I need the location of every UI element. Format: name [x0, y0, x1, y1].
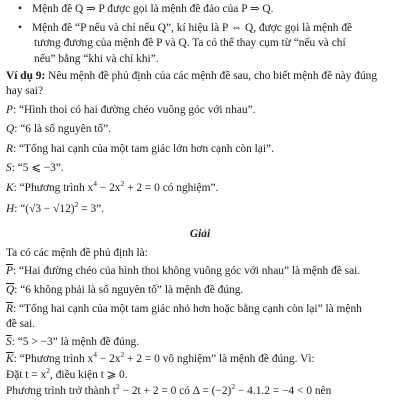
statement-symbol: R — [6, 143, 13, 156]
bullet-item — [18, 2, 394, 17]
step-text: Đặt t = x — [6, 369, 47, 382]
bullet-text: Mệnh đề Q ⇒ P được gọi là mệnh đề đảo của P ⇒ Q. — [32, 2, 274, 15]
solution-intro: Ta có các mệnh đề phủ định là: — [6, 247, 148, 260]
exponent: 4 — [93, 350, 97, 360]
exponent: 2 — [74, 200, 79, 210]
statement-text: = 3”. — [78, 203, 105, 216]
statement-h — [6, 202, 394, 217]
statement-text: : “Hình thoi có hai đường chéo vuông góc với nhau”. — [12, 104, 256, 117]
statement-s — [6, 161, 394, 176]
bullet-icon: • — [18, 2, 22, 15]
exponent: 2 — [231, 381, 236, 391]
example-prompt-line1: Nêu mệnh đề phủ định của các mệnh đề sau, cho biết mệnh đề này đúng — [45, 69, 378, 82]
statement-text: : “Tổng hai cạnh của một tam giác lớn hơn cạnh còn lại”. — [12, 143, 274, 156]
negation-k — [6, 352, 394, 367]
statement-text: : “(√3 − √12) — [14, 203, 75, 216]
statement-text: : “Phương trình x — [13, 182, 94, 195]
statement-text: : “5 ⩽ −3”. — [11, 162, 64, 175]
statement-symbol: P — [6, 104, 13, 117]
exponent: 2 — [120, 179, 125, 189]
solution-step-substitution — [6, 368, 394, 383]
statement-text: + 2 = 0 có nghiệm”. — [124, 182, 219, 195]
negation-p — [6, 264, 394, 279]
statement-p — [6, 103, 394, 118]
example-prompt — [6, 69, 394, 84]
statement-symbol: H — [6, 203, 15, 216]
statement-symbol: S — [6, 162, 12, 175]
negation-symbol: $\overline{P}$ — [6, 265, 13, 278]
step-text: − 2t + 2 = 0 có Δ = (−2) — [119, 384, 232, 397]
example-prompt-line2: hay sai? — [6, 84, 44, 97]
bullet-text-line1: Mệnh đề “P nếu và chỉ nếu Q”, kí hiệu là P ⇔ Q, được gọi là mệnh đề — [32, 21, 353, 34]
statement-r — [6, 142, 394, 157]
statement-k — [6, 181, 394, 196]
exponent: 2 — [120, 350, 125, 360]
negation-text: : “Tổng hai cạnh của một tam giác nhỏ hơn hoặc bằng cạnh còn lại” là mệnh — [12, 302, 362, 315]
negation-text: − 2x — [96, 353, 121, 366]
negation-text: : “6 không phải là số nguyên tố” là mệnh đề đúng. — [14, 283, 244, 296]
statement-q — [6, 122, 394, 137]
negation-text: : “Hai đường chéo của hình thoi không vuông góc với nhau” là mệnh đề sai. — [12, 265, 361, 278]
step-text: − 4.1.2 = −4 < 0 nên — [235, 384, 332, 397]
bullet-text-line3: nếu” bằng “khi và chỉ khi”. — [34, 52, 159, 65]
negation-text: : “5 > −3” là mệnh đề đúng. — [11, 336, 140, 348]
example-label: Ví dụ 9: — [6, 69, 46, 82]
exponent: 4 — [93, 179, 97, 189]
negation-text: : “Phương trình x — [13, 353, 94, 366]
step-text: Phương trình trở thành t — [6, 384, 116, 397]
bullet-icon: • — [18, 21, 22, 34]
statement-symbol: Q — [6, 123, 15, 136]
solution-step-equation — [6, 381, 394, 399]
step-text: , điều kiện t ⩾ 0. — [50, 369, 128, 382]
negation-s — [6, 335, 394, 350]
negation-q — [6, 283, 394, 298]
negation-r-continued: đề sai. — [6, 317, 36, 330]
exponent: 2 — [46, 366, 51, 376]
statement-text: : “6 là số nguyên tố”. — [14, 123, 112, 136]
negation-symbol: $\overline{R}$ — [6, 302, 13, 315]
negation-symbol: $\overline{K}$ — [6, 353, 14, 366]
exponent: 2 — [115, 381, 120, 391]
statement-text: − 2x — [96, 182, 121, 195]
negation-text: + 2 = 0 vô nghiệm” là mệnh đề đúng. Vì: — [124, 353, 315, 366]
solution-heading: Giải — [189, 228, 211, 241]
negation-symbol: $\overline{S}$ — [6, 336, 12, 348]
bullet-item — [18, 21, 394, 36]
negation-symbol: $\overline{Q}$ — [6, 283, 15, 296]
bullet-text-line2: tương đương của mệnh đề P và Q. Ta có thể thay cụm từ “nếu và chỉ — [34, 37, 346, 50]
statement-symbol: K — [6, 182, 14, 195]
negation-r — [6, 302, 394, 317]
